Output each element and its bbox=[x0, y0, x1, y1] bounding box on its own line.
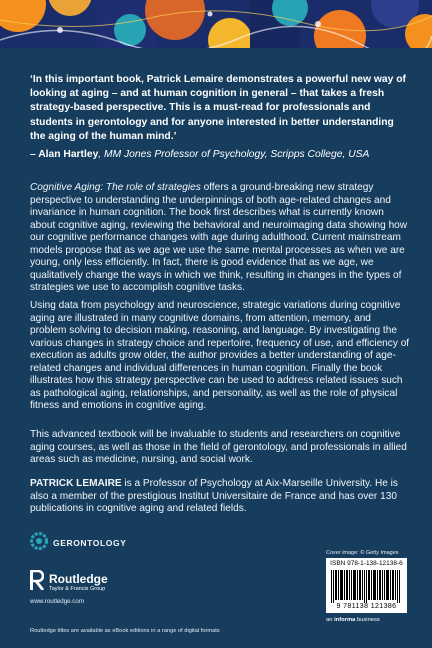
gerontology-logo-icon bbox=[30, 532, 48, 555]
series-label: GERONTOLOGY bbox=[53, 538, 127, 548]
publisher-subtitle: Taylor & Francis Group bbox=[49, 585, 106, 592]
description-text-1: offers a ground-breaking new strategy perspective to understanding the underpinnings of both age-related changes and invariance in human cognition. The book first describes what is currently known about cognitive aging, reviewing the behavioral and neuroimaging data showing how our cognitive performance changes with age during adulthood. Current mainstream models propose that as we age we use the same mental processes as when we are young, only less efficiently. In fact, there is good evidence that as we age, we qualitatively change the ways in which we think, resulting in changes in the types of strategies we use to accomplish cognitive tasks. bbox=[30, 182, 408, 294]
isbn-text: ISBN 978-1-138-12138-6 bbox=[330, 560, 403, 567]
publisher-name: Routledge bbox=[49, 571, 108, 586]
informa-prefix: an bbox=[326, 617, 335, 623]
informa-tagline bbox=[326, 617, 380, 623]
endorsement-quote bbox=[30, 73, 410, 144]
description-paragraph-3: This advanced textbook will be invaluable to students and researchers on cognitive aging courses, as well as those in the field of gerontology, and professionals in allied areas such as medicine, nursing, and social work. bbox=[30, 429, 407, 466]
publisher-website: www.routledge.com bbox=[30, 598, 84, 605]
barcode-panel bbox=[326, 558, 407, 613]
quote-text: ‘In this important book, Patrick Lemaire demonstrates a powerful new way of looking at aging – and at human cognition in general – that takes a fresh strategy-based perspective. This is a must-read for professionals and students in gerontology and for anyone interested in better understanding the aging of the human mind.’ bbox=[30, 74, 406, 142]
author-name: PATRICK LEMAIRE bbox=[30, 478, 122, 489]
quote-author-title: , MM Jones Professor of Psychology, Scripps College, USA bbox=[98, 149, 370, 160]
quote-author: – Alan Hartley bbox=[30, 149, 99, 160]
description-paragraph-1 bbox=[30, 182, 410, 295]
barcode-icon bbox=[329, 570, 404, 603]
author-bio-text: is a Professor of Psychology at Aix-Marseille University. He is also a member of the prestigious Institut Universitaire de France and has over 130 publications in cognitive aging and related fields. bbox=[30, 478, 398, 515]
quote-attribution bbox=[30, 148, 410, 161]
book-title-inline: Cognitive Aging: The role of strategies bbox=[30, 182, 201, 193]
publisher-logo bbox=[30, 570, 108, 595]
informa-suffix: business bbox=[355, 617, 380, 623]
cover-image-credit: Cover image: © Getty Images bbox=[326, 550, 399, 556]
routledge-r-icon bbox=[30, 570, 44, 595]
cover-banner-art bbox=[0, 0, 432, 48]
series-badge bbox=[30, 534, 127, 552]
ebook-note: Routledge titles are available as eBook editions in a range of digital formats bbox=[30, 628, 220, 634]
author-bio bbox=[30, 478, 410, 516]
informa-brand: informa bbox=[334, 617, 356, 623]
barcode-digits: 9 781138 121386 bbox=[336, 603, 397, 610]
description-paragraph-2: Using data from psychology and neuroscience, strategic variations during cognitive aging are illustrated in many cognitive domains, from attention, memory, and problem solving to decision making, reasoning, and language. By investigating the various changes in strategy choice and repertoire, frequency of use, and efficiency of execution as adults grow older, the author provides a better understanding of age-related changes and individual differences in human cognition. Finally the book illustrates how this strategy perspective can be used to address related issues such as pathological aging, relationships, and personality, as well as the role of physical fitness and emotions in cognitive aging. bbox=[30, 300, 410, 412]
